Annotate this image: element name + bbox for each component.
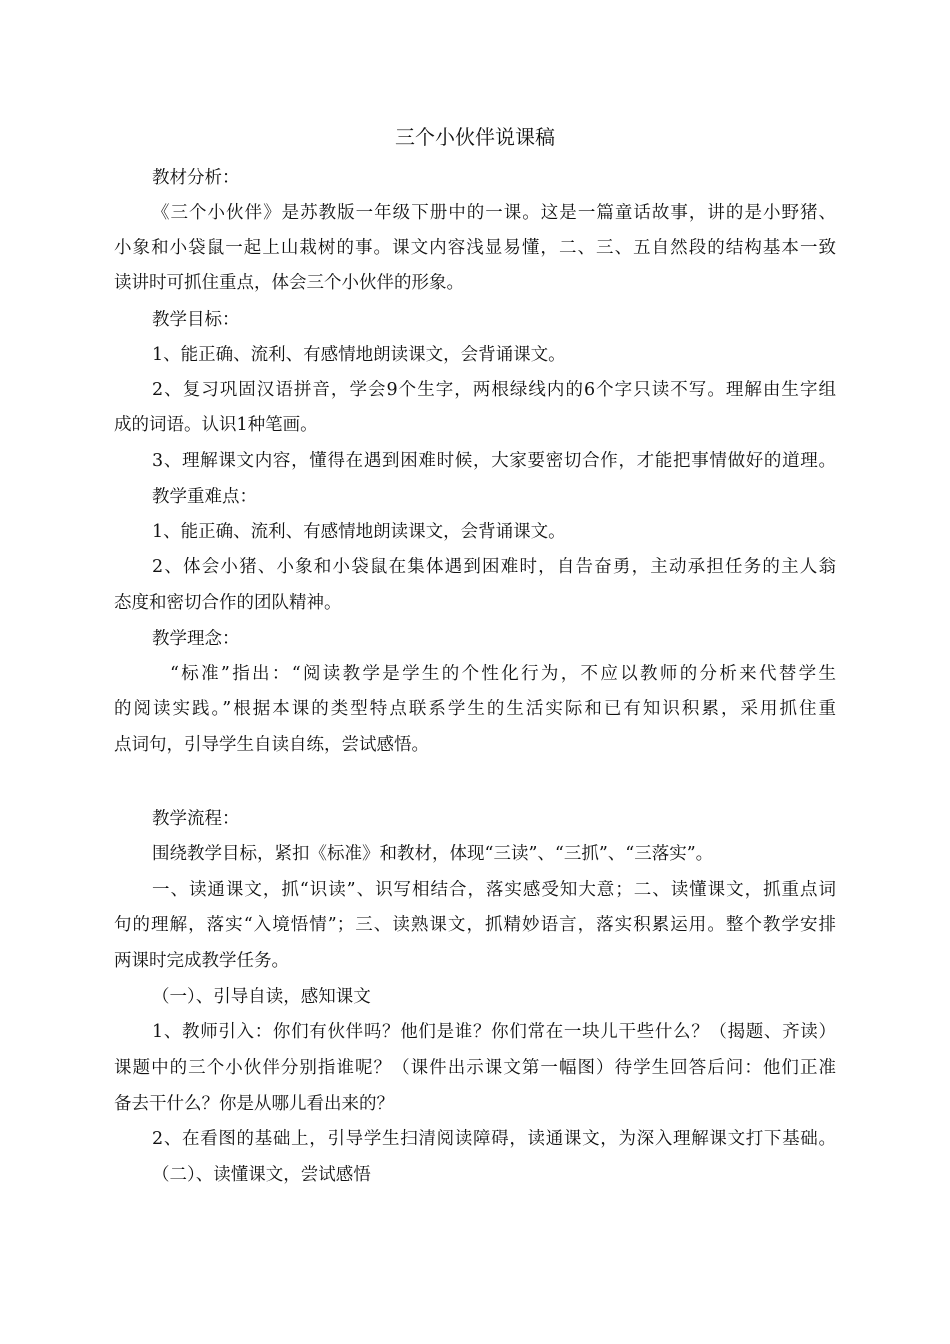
subsection-heading: （一）、引导自读，感知课文 [152,987,371,1007]
paragraph-line: 1、教师引入：你们有伙伴吗？他们是谁？你们常在一块儿干些什么？（揭题、齐读） [152,1022,836,1042]
list-item-continuation: 成的词语。认识1种笔画。 [114,415,318,435]
paragraph-line: 句的理解，落实“入境悟情”；三、读熟课文，抓精妙语言，落实积累运用。整个教学安排 [114,915,836,935]
subsection-heading: （二）、读懂课文，尝试感悟 [152,1165,371,1185]
list-item: 1、能正确、流利、有感情地朗读课文，会背诵课文。 [152,345,566,365]
section-heading-material-analysis: 教材分析： [152,168,240,188]
paragraph-line: 课题中的三个小伙伴分别指谁呢？（课件出示课文第一幅图）待学生回答后问：他们正准 [114,1058,836,1078]
list-item: 3、理解课文内容，懂得在遇到困难时候，大家要密切合作，才能把事情做好的道理。 [152,451,836,471]
list-item-continuation: 态度和密切合作的团队精神。 [114,593,342,613]
section-heading-teaching-goals: 教学目标： [152,310,240,330]
list-item: 2、复习巩固汉语拼音，学会9个生字，两根绿线内的6个字只读不写。理解由生字组 [152,380,836,400]
paragraph-line: 备去干什么？你是从哪儿看出来的？ [114,1094,394,1114]
paragraph-line: 点词句，引导学生自读自练，尝试感悟。 [114,735,429,755]
paragraph-line: 《三个小伙伴》是苏教版一年级下册中的一课。这是一篇童话故事，讲的是小野猪、 [152,203,836,223]
list-item: 2、体会小猪、小象和小袋鼠在集体遇到困难时，自告奋勇，主动承担任务的主人翁 [152,557,836,577]
paragraph-line: 两课时完成教学任务。 [114,951,289,971]
section-heading-teaching-process: 教学流程： [152,809,240,829]
paragraph-line: 的阅读实践。”根据本课的类型特点联系学生的生活实际和已有知识积累，采用抓住重 [114,699,836,719]
paragraph-line: 一、读通课文，抓“识读”、识写相结合，落实感受知大意；二、读懂课文，抓重点词 [152,880,836,900]
section-heading-key-points: 教学重难点： [152,487,257,507]
list-item: 1、能正确、流利、有感情地朗读课文，会背诵课文。 [152,522,566,542]
paragraph-line: “标准”指出：“阅读教学是学生的个性化行为，不应以教师的分析来代替学生 [170,664,836,684]
paragraph-line: 小象和小袋鼠一起上山栽树的事。课文内容浅显易懂，二、三、五自然段的结构基本一致 [114,238,836,258]
paragraph-line: 围绕教学目标，紧扣《标准》和教材，体现“三读”、“三抓”、“三落实”。 [152,844,714,864]
paragraph-line: 读讲时可抓住重点，体会三个小伙伴的形象。 [114,273,464,293]
paragraph-line: 2、在看图的基础上，引导学生扫清阅读障碍，读通课文，为深入理解课文打下基础。 [152,1129,836,1149]
section-heading-teaching-philosophy: 教学理念： [152,629,240,649]
document-title: 三个小伙伴说课稿 [395,125,555,149]
